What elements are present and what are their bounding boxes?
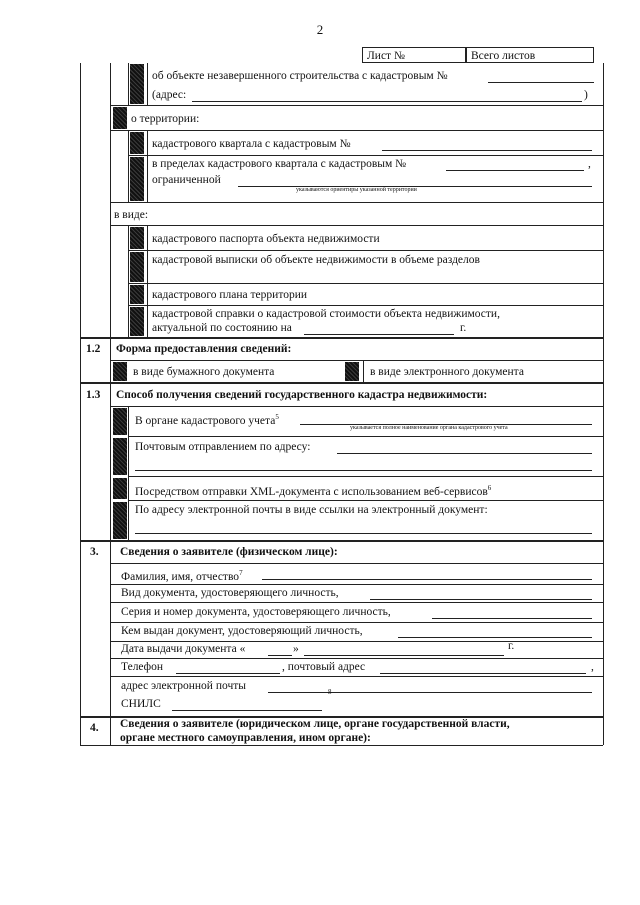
electronic-form-label: в виде электронного документа xyxy=(370,366,524,378)
fio-label: Фамилия, имя, отчество$^7$ xyxy=(121,569,243,583)
postal-label: Почтовым отправлением по адресу: xyxy=(135,441,311,453)
section-1-2-title: Форма предоставления сведений: xyxy=(116,343,292,355)
doc-type-label: Вид документа, удостоверяющего личность, xyxy=(121,587,339,599)
authority-label: В органе кадастрового учета$^5$ xyxy=(135,413,279,427)
issue-year-suffix: г. xyxy=(508,640,515,652)
paper-form-label: в виде бумажного документа xyxy=(133,366,275,378)
snils-footnote: 8 xyxy=(328,688,332,696)
page-number: 2 xyxy=(316,22,324,37)
issue-day-line[interactable] xyxy=(268,655,292,656)
within-quarter-line[interactable] xyxy=(446,170,584,171)
doc-type-line[interactable] xyxy=(370,599,592,600)
limited-by-label: ограниченной xyxy=(152,174,221,186)
within-quarter-label: в пределах кадастрового квартала с кадастровым № xyxy=(152,158,407,170)
email-checkbox[interactable] xyxy=(113,502,127,539)
address-label: (адрес: xyxy=(152,89,187,101)
cad-cost-year: г. xyxy=(460,322,467,334)
cad-plan-checkbox[interactable] xyxy=(130,285,144,304)
total-sheets-label: Всего листов xyxy=(471,50,536,62)
section-4-title-2: органе местного самоуправления, ином органе): xyxy=(120,732,371,744)
territory-checkbox[interactable] xyxy=(113,107,127,129)
territory-header: о территории: xyxy=(131,113,200,125)
authority-checkbox[interactable] xyxy=(113,408,127,435)
doc-series-line[interactable] xyxy=(432,618,592,619)
sheet-number-label: Лист № xyxy=(367,50,405,62)
phone-label: Телефон xyxy=(121,661,164,673)
doc-series-label: Серия и номер документа, удостоверяющего личность, xyxy=(121,606,391,618)
issue-date-label: Дата выдачи документа « xyxy=(121,643,246,655)
section-4-number: 4. xyxy=(90,722,99,734)
cad-quarter-line[interactable] xyxy=(382,150,592,151)
total-sheets-box xyxy=(466,47,594,63)
within-quarter-checkbox[interactable] xyxy=(130,157,144,201)
doc-issued-line[interactable] xyxy=(398,637,592,638)
unfinished-object-checkbox[interactable] xyxy=(130,64,144,104)
authority-hint: указывается полное наименование органа кадастрового учета xyxy=(350,425,508,431)
landmarks-hint: указываются ориентиры указанной территории xyxy=(296,187,417,193)
cad-quarter-checkbox[interactable] xyxy=(130,132,144,154)
unfinished-object-label: об объекте незавершенного строительства с кадастровым № xyxy=(152,70,448,82)
cad-plan-label: кадастрового плана территории xyxy=(152,289,307,301)
snils-line[interactable] xyxy=(172,710,322,711)
unfinished-object-line[interactable] xyxy=(488,82,594,83)
email-delivery-label: По адресу электронной почты в виде ссылки на электронный документ: xyxy=(135,504,488,516)
snils-label: СНИЛС xyxy=(121,698,161,710)
cad-cost-label-1: кадастровой справки о кадастровой стоимости объекта недвижимости, xyxy=(152,308,500,320)
cad-extract-checkbox[interactable] xyxy=(130,252,144,282)
cad-cost-date-line[interactable] xyxy=(304,334,454,335)
address-close: ) xyxy=(584,89,588,101)
electronic-form-checkbox[interactable] xyxy=(345,362,359,381)
sheet-number-box xyxy=(362,47,466,63)
xml-checkbox[interactable] xyxy=(113,478,127,499)
person-email-line[interactable] xyxy=(268,692,592,693)
postal-line-1[interactable] xyxy=(337,453,592,454)
issue-month-year-line[interactable] xyxy=(304,655,504,656)
person-email-label: адрес электронной почты xyxy=(121,680,246,692)
postal-line-2[interactable] xyxy=(135,470,592,471)
section-1-3-number: 1.3 xyxy=(86,389,101,401)
cad-cost-label-2: актуальной по состоянию на xyxy=(152,322,292,334)
postal-address-label: , почтовый адрес xyxy=(282,661,366,673)
address-line[interactable] xyxy=(192,101,582,102)
section-3-number: 3. xyxy=(90,546,99,558)
email-delivery-line[interactable] xyxy=(135,533,592,534)
postal-checkbox[interactable] xyxy=(113,438,127,475)
section-4-title-1: Сведения о заявителе (юридическом лице, органе государственной власти, xyxy=(120,718,510,730)
in-form-label: в виде: xyxy=(114,209,149,221)
section-1-2-number: 1.2 xyxy=(86,343,101,355)
cad-passport-checkbox[interactable] xyxy=(130,227,144,249)
section-3-title: Сведения о заявителе (физическом лице): xyxy=(120,546,338,558)
section-1-3-title: Способ получения сведений государственного кадастра недвижимости: xyxy=(116,389,488,401)
cad-cost-checkbox[interactable] xyxy=(130,307,144,336)
doc-issued-label: Кем выдан документ, удостоверяющий личность, xyxy=(121,625,363,637)
within-comma: , xyxy=(588,158,591,170)
cad-extract-label: кадастровой выписки об объекте недвижимости в объеме разделов xyxy=(152,254,480,266)
paper-form-checkbox[interactable] xyxy=(113,362,127,381)
fio-line[interactable] xyxy=(262,579,592,580)
cad-quarter-label: кадастрового квартала с кадастровым № xyxy=(152,138,351,150)
xml-label: Посредством отправки XML-документа с использованием веб-сервисов$^6$ xyxy=(135,484,492,498)
postal-address-comma: , xyxy=(591,661,594,673)
cad-passport-label: кадастрового паспорта объекта недвижимости xyxy=(152,233,380,245)
phone-line[interactable] xyxy=(176,673,280,674)
postal-address-line[interactable] xyxy=(380,673,586,674)
issue-date-close: » xyxy=(293,643,299,655)
